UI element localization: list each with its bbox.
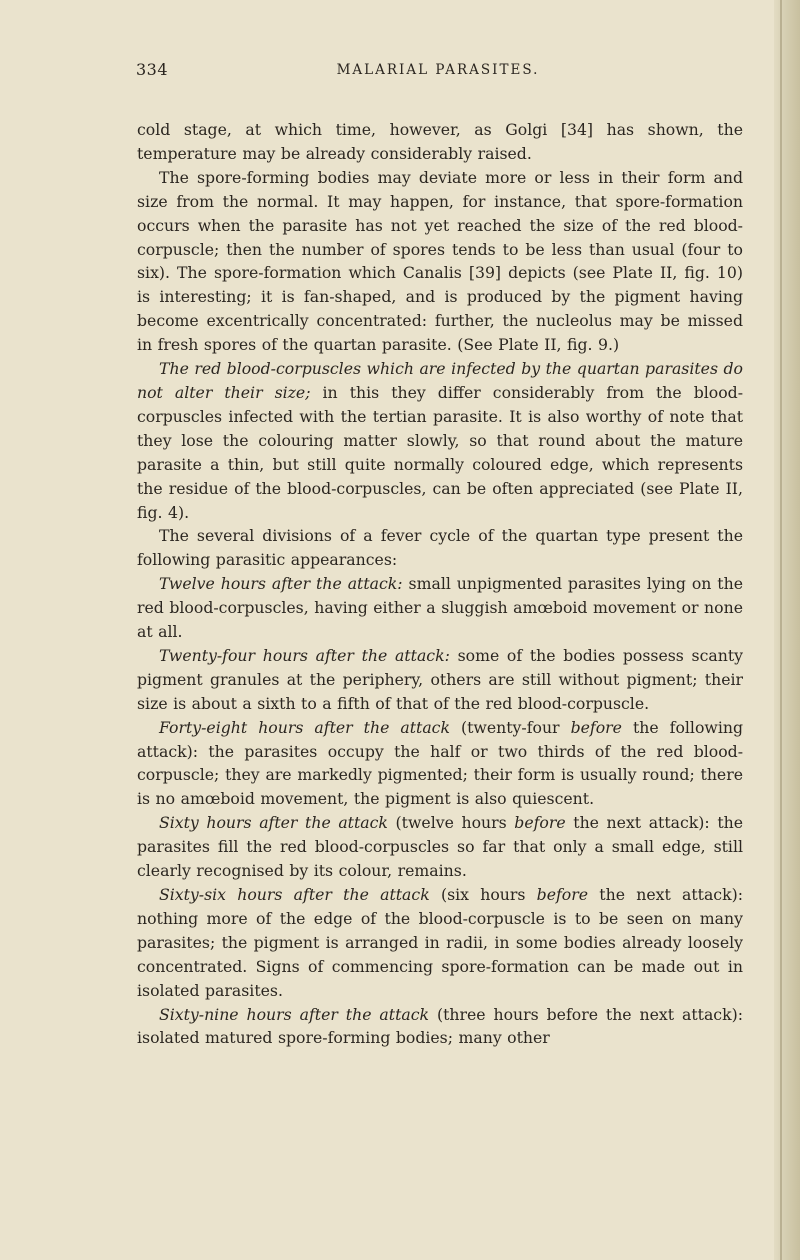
page-number: 334 [136, 60, 169, 79]
paragraph-5-italic: Twelve hours after the attack: [159, 574, 403, 594]
paragraph-1 [137, 118, 743, 166]
paragraph-9-before: before [536, 885, 589, 904]
paragraph-3-text: in this they differ considerably from the blood-corpuscles infected with the tertian parasite. It is also worthy of note that they lose the colouring matter slowly, so that round about the mature parasite a thin, but still quite normally coloured edge, which represents the residue of the blood-corpuscles, can be often appreciated (see Plate II, fig. 4). [137, 382, 743, 522]
paragraph-6-text: some of the bodies possess scanty pigment granules at the periphery, others are still without pigment; their size is about a sixth to a fifth of that of the red blood-corpuscle. [137, 645, 743, 713]
paragraph-10-italic: Sixty-nine hours after the attack [159, 1004, 430, 1024]
paragraph-3-italic: The red blood-corpuscles which are infected by the quartan parasites do not alter their size; [137, 359, 743, 402]
paragraph-1-text: cold stage, at which time, however, as Golgi [34] has shown, the temperature may be already considerably raised. [137, 120, 743, 163]
paragraph-7-before: before [570, 717, 622, 737]
paragraph-7-text-b: the following attack): the parasites occupy the half or two thirds of the red blood-corpuscle; they are markedly pigmented; their form is usually round; there is no amœboid movement, the pigment is also quiescent. [137, 717, 743, 809]
paragraph-9-italic: Sixty-six hours after the attack [159, 885, 430, 904]
paragraph-5 [137, 572, 743, 644]
page-edge-line [780, 0, 782, 1260]
paragraph-5-text: small unpigmented parasites lying on the red blood-corpuscles, having either a sluggish amœboid movement or none at all. [137, 574, 743, 642]
paragraph-6-italic: Twenty-four hours after the attack: [159, 645, 450, 665]
paragraph-7 [137, 716, 743, 812]
paragraph-10 [137, 1003, 743, 1051]
paragraph-7-italic: Forty-eight hours after the attack [159, 717, 450, 737]
paragraph-10-text: (three hours before the next attack): isolated matured spore-forming bodies; many other [137, 1004, 743, 1048]
paragraph-8-before: before [514, 813, 566, 833]
paragraph-6 [137, 644, 743, 716]
paragraph-3 [137, 357, 743, 524]
paragraph-9 [137, 883, 743, 1003]
body-text [137, 118, 743, 1228]
paragraph-8-text-b: the next attack): the parasites fill the red blood-corpuscles so far that only a small edge, still clearly recognised by its colour, remains. [137, 813, 743, 881]
paragraph-7-text-a: (twenty-four [449, 717, 571, 737]
running-head: MALARIAL PARASITES. [336, 62, 540, 78]
paragraph-4 [137, 524, 743, 572]
paragraph-8-text-a: (twelve hours [387, 813, 515, 833]
page-edge-shadow [774, 0, 800, 1260]
paragraph-8 [137, 811, 743, 883]
paragraph-9-text-b: the next attack): nothing more of the edge of the blood-corpuscle is to be seen on many parasites; the pigment is arranged in radii, in some bodies already loosely concentrated. Signs of commencing spore-formation can be made out in isolated parasites. [137, 885, 743, 1000]
paragraph-2 [137, 166, 743, 357]
paragraph-8-italic: Sixty hours after the attack [159, 813, 388, 833]
page-header [128, 60, 748, 86]
paragraph-4-text: The several divisions of a fever cycle of the quartan type present the following parasitic appearances: [137, 526, 743, 570]
paragraph-9-text-a: (six hours [429, 885, 537, 904]
paragraph-2-text: The spore-forming bodies may deviate more or less in their form and size from the normal. It may happen, for instance, that spore-formation occurs when the parasite has not yet reached the size of the red blood-corpuscle; then the number of spores tends to be less than usual (four to six). The spore-formation which Canalis [39] depicts (see Plate II, fig. 10) is interesting; it is fan-shaped, and is produced by the pigment having become excentrically concentrated: further, the nucleolus may be missed in fresh spores of the quartan parasite. (See Plate II, fig. 9.) [137, 167, 743, 355]
